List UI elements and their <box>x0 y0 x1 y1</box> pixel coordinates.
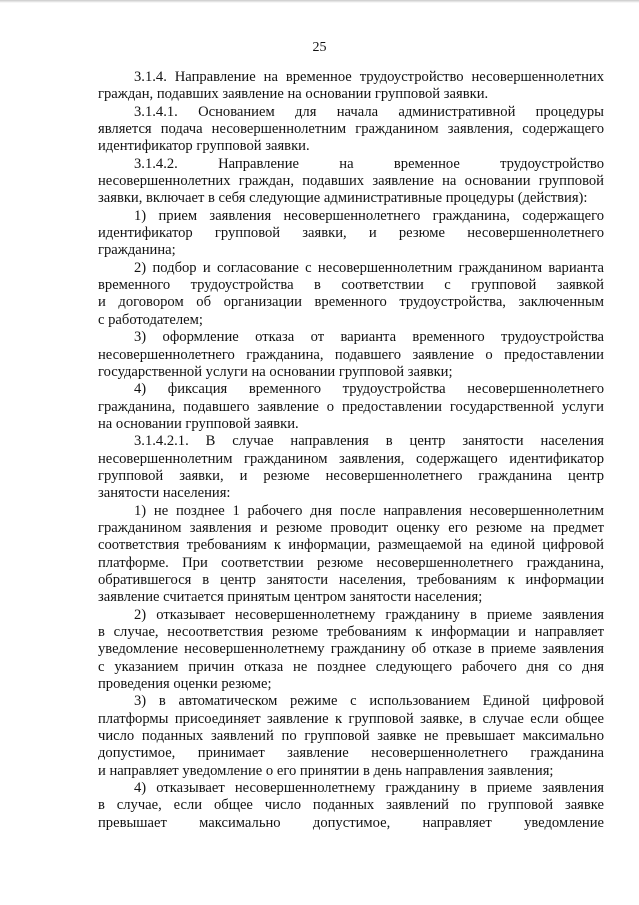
paragraph-line: 4) отказывает несовершеннолетнему гражданину в приеме заявления <box>134 780 604 797</box>
paragraph-line: несовершеннолетним гражданином заявления, содержащего идентификатор <box>98 450 604 467</box>
paragraph-line: с указанием причин отказа не позднее следующего рабочего дня со дня <box>98 658 604 675</box>
paragraph-line: гражданина, подавшего заявление о предоставлении государственной услуги <box>98 398 604 415</box>
paragraph-line: 3) оформление отказа от варианта временного трудоустройства <box>134 329 604 346</box>
paragraph <box>98 381 604 433</box>
paragraph-line: с работодателем; <box>98 311 203 328</box>
paragraph-line: временного трудоустройства в соответствии с групповой заявкой <box>98 277 604 294</box>
paragraph <box>98 104 604 156</box>
paragraph-line: допустимое, принимает заявление несовершеннолетнего гражданина <box>98 745 604 762</box>
paragraph-line: проведения оценки резюме; <box>98 676 272 693</box>
paragraph <box>98 503 604 607</box>
paragraph <box>98 69 604 104</box>
paragraph-line: платформе. При соответствии резюме несовершеннолетнего гражданина, <box>98 554 604 571</box>
paragraph-line: групповой заявки, и резюме несовершеннолетнего гражданина центр <box>98 467 604 484</box>
paragraph <box>98 780 604 832</box>
page-number: 25 <box>312 40 327 55</box>
paragraph-line: 2) отказывает несовершеннолетнему гражданину в приеме заявления <box>134 606 604 623</box>
paragraph <box>98 433 604 502</box>
paragraph-line: платформы присоединяет заявление к групповой заявке, в случае если общее <box>98 710 604 727</box>
paragraph-line: 4) фиксация временного трудоустройства несовершеннолетнего <box>134 381 604 398</box>
document-body <box>98 69 604 832</box>
paragraph-line: число поданных заявлений по групповой заявке не превышает максимально <box>98 728 604 745</box>
paragraph-line: обратившегося в центр занятости населения, требованиям к информации <box>98 571 604 588</box>
paragraph-line: 3.1.4.2. Направление на временное трудоустройство <box>134 155 604 172</box>
paragraph-line: 3.1.4. Направление на временное трудоустройство несовершеннолетних <box>134 69 604 85</box>
paragraph <box>98 208 604 260</box>
paragraph-line: и договором об организации временного трудоустройства, заключенным <box>98 294 604 311</box>
paragraph-line: 3) в автоматическом режиме с использованием Единой цифровой <box>134 693 604 710</box>
paragraph-line: 3.1.4.2.1. В случае направления в центр занятости населения <box>134 433 604 450</box>
paragraph-line: заявление считается принятым центром занятости населения; <box>98 589 483 606</box>
paragraph-line: гражданина; <box>98 242 176 259</box>
scan-edge <box>0 0 639 3</box>
paragraph-line: уведомление несовершеннолетнему гражданину об отказе в приеме заявления <box>98 641 604 658</box>
paragraph-line: 3.1.4.1. Основанием для начала административной процедуры <box>134 103 604 120</box>
paragraph-line: идентификатор групповой заявки, и резюме несовершеннолетнего <box>98 225 604 242</box>
paragraph <box>98 329 604 381</box>
paragraph-line: в случае, несоответствия резюме требованиям к информации и направляет <box>98 624 604 640</box>
paragraph-line: является подача несовершеннолетним гражданином заявления, содержащего <box>98 121 604 138</box>
paragraph-line: занятости населения: <box>98 485 231 502</box>
paragraph <box>98 607 604 694</box>
paragraph <box>98 260 604 329</box>
paragraph-line: в случае, если общее число поданных заявлений по групповой заявке <box>98 797 604 814</box>
paragraph-line: идентификатор групповой заявки. <box>98 138 310 155</box>
paragraph-line: государственной услуги на основании групповой заявки; <box>98 363 453 380</box>
paragraph-line: 1) прием заявления несовершеннолетнего гражданина, содержащего <box>134 207 604 224</box>
paragraph-line: граждан, подавших заявление на основании групповой заявки. <box>98 86 489 103</box>
paragraph <box>98 693 604 780</box>
paragraph-line: превышает максимально допустимое, направляет уведомление <box>98 814 604 831</box>
paragraph-line: 2) подбор и согласование с несовершеннолетним гражданином варианта <box>134 259 604 276</box>
paragraph-line: соответствия требованиям к информации, размещаемой на единой цифровой <box>98 537 604 554</box>
paragraph-line: заявки, включает в себя следующие административные процедуры (действия): <box>98 190 588 207</box>
paragraph-line: и направляет уведомление о его принятии в день направления заявления; <box>98 762 554 779</box>
paragraph-line: 1) не позднее 1 рабочего дня после направления несовершеннолетним <box>134 502 604 519</box>
paragraph-line: несовершеннолетних граждан, подавших заявление на основании групповой <box>98 173 604 190</box>
paragraph-line: несовершеннолетнего гражданина, подавшего заявление о предоставлении <box>98 346 604 363</box>
paragraph <box>98 156 604 208</box>
paragraph-line: на основании групповой заявки. <box>98 415 299 432</box>
paragraph-line: гражданином заявления и резюме проводит оценку его резюме на предмет <box>98 519 604 536</box>
